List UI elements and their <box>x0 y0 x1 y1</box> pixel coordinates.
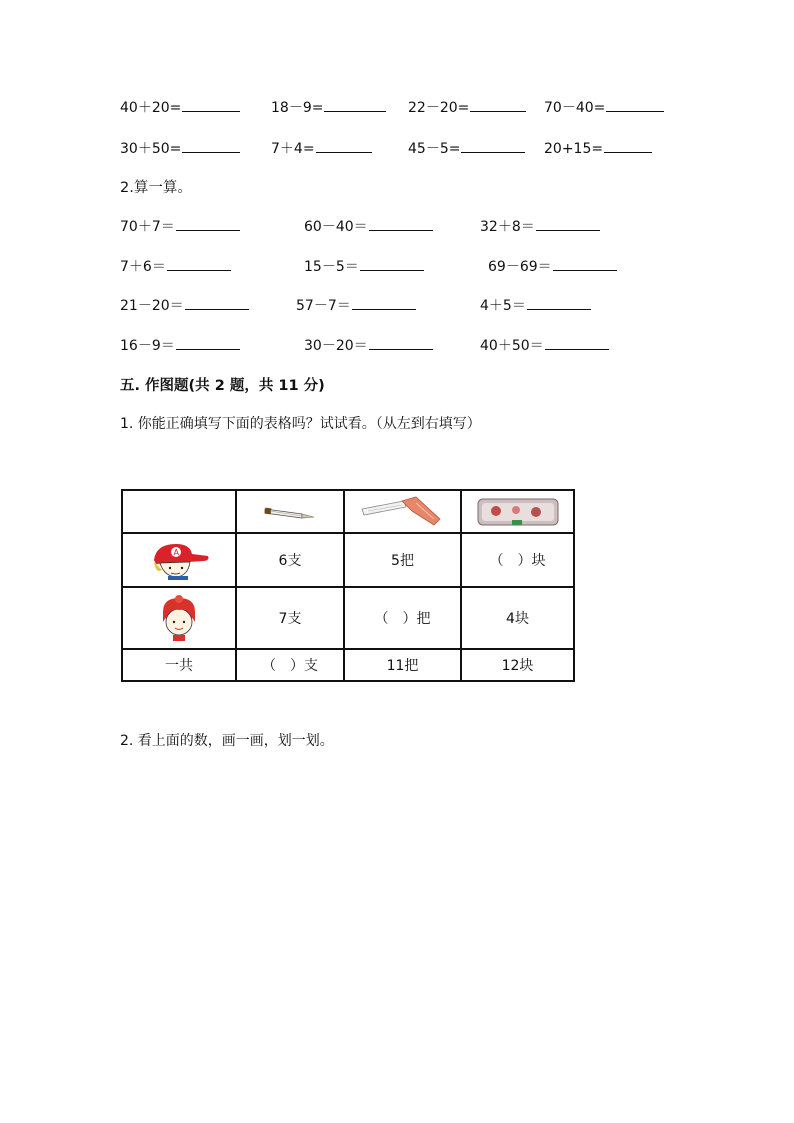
section-2-title: 2.算一算。 <box>120 180 192 196</box>
total-ruler-count: 11把 <box>344 649 461 681</box>
answer-blank[interactable] <box>527 295 591 310</box>
answer-blank[interactable] <box>352 295 416 310</box>
equation-text: 30－20＝ <box>304 338 368 354</box>
section-5-heading: 五. 作图题(共 2 题，共 11 分) <box>120 378 325 394</box>
equation-item <box>304 256 424 276</box>
equation-text: 57－7＝ <box>296 298 351 314</box>
equation-text: 7＋4= <box>271 141 315 157</box>
equation-text: 32＋8＝ <box>480 219 535 235</box>
equation-text: 70＋7＝ <box>120 219 175 235</box>
equation-item <box>120 97 240 117</box>
answer-blank[interactable] <box>167 256 231 271</box>
answer-blank[interactable] <box>470 97 526 112</box>
boy-ruler-count: 5把 <box>344 533 461 587</box>
answer-blank[interactable] <box>536 216 600 231</box>
total-label: 一共 <box>122 649 236 681</box>
equation-item <box>480 295 591 315</box>
fill-in-table <box>121 489 575 682</box>
question-1-text: 1. 你能正确填写下面的表格吗？试试看。（从左到右填写） <box>120 416 481 432</box>
table-row-boy <box>122 533 574 587</box>
equation-item <box>271 97 386 117</box>
equation-text: 60－40＝ <box>304 219 368 235</box>
answer-blank[interactable] <box>182 138 240 153</box>
table-row-girl <box>122 587 574 649</box>
girl-ruler-count: （ ）把 <box>344 587 461 649</box>
equation-item <box>408 138 525 158</box>
answer-blank[interactable] <box>182 97 240 112</box>
equation-text: 30＋50= <box>120 141 182 157</box>
pencil-icon <box>236 490 344 533</box>
boy-pencil-count: 6支 <box>236 533 344 587</box>
equation-item <box>271 138 372 158</box>
equation-text: 4＋5＝ <box>480 298 526 314</box>
equation-text: 70－40= <box>544 100 606 116</box>
answer-blank[interactable] <box>185 295 249 310</box>
equation-item <box>120 295 249 315</box>
equation-item <box>488 256 617 276</box>
answer-blank[interactable] <box>369 335 433 350</box>
equation-text: 16－9＝ <box>120 338 175 354</box>
equation-item <box>296 295 416 315</box>
answer-blank[interactable] <box>553 256 617 271</box>
equation-text: 40＋20= <box>120 100 182 116</box>
equation-text: 40＋50＝ <box>480 338 544 354</box>
answer-blank[interactable] <box>606 97 664 112</box>
girl-avatar-icon <box>122 587 236 649</box>
folding-ruler-icon <box>344 490 461 533</box>
boy-case-count: （ ）块 <box>461 533 574 587</box>
answer-blank[interactable] <box>369 216 433 231</box>
equation-text: 20+15= <box>544 141 604 157</box>
equation-text: 22－20= <box>408 100 470 116</box>
question-2-text: 2. 看上面的数，画一画，划一划。 <box>120 733 334 749</box>
equation-item <box>304 335 433 355</box>
answer-blank[interactable] <box>316 138 372 153</box>
equation-item <box>480 216 600 236</box>
girl-case-count: 4块 <box>461 587 574 649</box>
total-pencil-count: （ ）支 <box>236 649 344 681</box>
equation-text: 69－69＝ <box>488 259 552 275</box>
table-header-row <box>122 490 574 533</box>
equation-item <box>120 138 240 158</box>
equation-item <box>544 97 664 117</box>
answer-blank[interactable] <box>176 216 240 231</box>
equation-item <box>408 97 526 117</box>
pencil-case-icon <box>461 490 574 533</box>
svg-text:A: A <box>173 548 179 557</box>
equation-text: 15－5＝ <box>304 259 359 275</box>
equation-item <box>480 335 609 355</box>
answer-blank[interactable] <box>324 97 386 112</box>
equation-text: 21－20＝ <box>120 298 184 314</box>
answer-blank[interactable] <box>461 138 525 153</box>
table-corner-cell <box>122 490 236 533</box>
total-case-count: 12块 <box>461 649 574 681</box>
answer-blank[interactable] <box>604 138 652 153</box>
equation-item <box>120 256 231 276</box>
equation-text: 7＋6＝ <box>120 259 166 275</box>
boy-avatar-icon <box>122 533 236 587</box>
answer-blank[interactable] <box>176 335 240 350</box>
answer-blank[interactable] <box>545 335 609 350</box>
equation-item <box>304 216 433 236</box>
table-row-total <box>122 649 574 681</box>
equation-text: 18－9= <box>271 100 324 116</box>
equation-item <box>120 335 240 355</box>
answer-blank[interactable] <box>360 256 424 271</box>
equation-item <box>120 216 240 236</box>
equation-text: 45－5= <box>408 141 461 157</box>
equation-item <box>544 138 652 158</box>
girl-pencil-count: 7支 <box>236 587 344 649</box>
